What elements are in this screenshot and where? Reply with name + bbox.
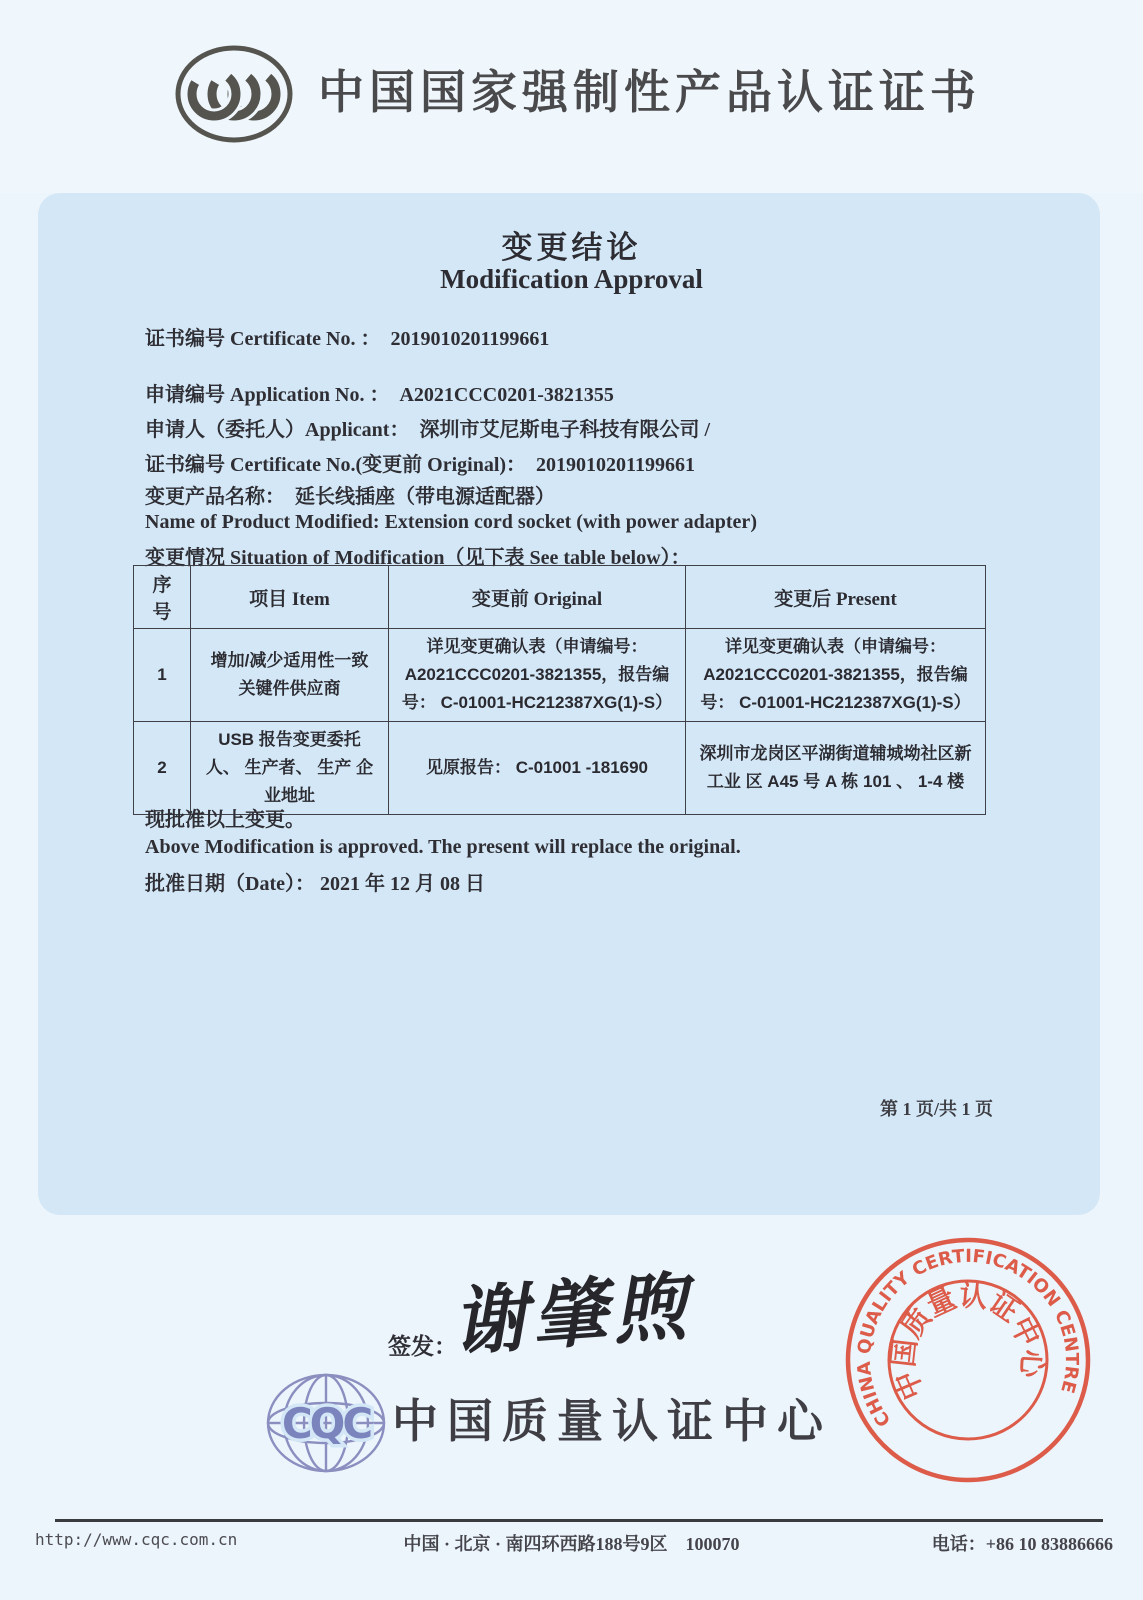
doc-title-zh: 变更结论: [501, 230, 642, 265]
footer-phone: 电话：+86 10 83886666: [931, 1534, 1113, 1554]
approval-statement-en: Above Modification is approved. The present will replace the original.: [145, 836, 741, 858]
application-no-label: 申请编号 Application No. ：: [145, 384, 390, 406]
footer-url[interactable]: http://www.cqc.com.cn: [35, 1530, 238, 1549]
original-certificate-line: [145, 448, 695, 477]
row2-original: 见原报告： C-01001 -181690: [389, 722, 686, 815]
original-certificate-value: 2019010201199661: [536, 454, 695, 476]
applicant-line: [145, 413, 710, 442]
issued-by-label: 签发：: [388, 1334, 457, 1359]
certificate-no-line: [145, 322, 549, 351]
row1-present: 详见变更确认表（申请编号： A2021CCC0201-3821355，报告编号： C-01001-HC212387XG(1)-S）: [686, 629, 986, 722]
application-no-value: A2021CCC0201-3821355: [399, 384, 614, 406]
stamp-outer-text: CHINA QUALITY CERTIFICATION CENTRE: [853, 1245, 1083, 1431]
issuer-signature: 谢肇煦: [449, 1263, 696, 1367]
situation-line: 变更情况 Situation of Modification（见下表 See table below）：: [145, 547, 691, 569]
row2-item: USB 报告变更委托 人、 生产者、 生产 企业地址: [191, 722, 389, 815]
table-header-no: 序号: [134, 566, 191, 629]
product-name-value: 延长线插座（带电源适配器）: [295, 486, 555, 508]
page-title: 中国国家强制性产品认证证书: [318, 65, 981, 119]
row1-no: 1: [134, 629, 191, 722]
footer-divider: [55, 1519, 1103, 1522]
approval-statement-zh: 现批准以上变更。: [145, 809, 305, 831]
applicant-label: 申请人（委托人）Applicant：: [145, 419, 410, 441]
applicant-value: 深圳市艾尼斯电子科技有限公司 /: [419, 419, 711, 441]
product-name-label: 变更产品名称：: [145, 486, 285, 508]
table-header-present: 变更后 Present: [686, 566, 986, 629]
stamp-inner-text: 中国质量认证中心: [886, 1279, 1049, 1405]
row1-item: 增加/减少适用性一致 关键件供应商: [191, 629, 389, 722]
ccc-logo-icon: [173, 42, 295, 147]
doc-title-en: Modification Approval: [440, 264, 703, 294]
table-header-item: 项目 Item: [191, 566, 389, 629]
cqc-stamp: [838, 1230, 1098, 1490]
cqc-logo-icon: [262, 1368, 390, 1478]
footer-address: 中国 · 北京 · 南四环西路188号9区 100070: [403, 1534, 740, 1554]
row2-no: 2: [134, 722, 191, 815]
original-certificate-label: 证书编号 Certificate No.(变更前 Original)：: [145, 454, 527, 476]
svg-text:CHINA QUALITY CERTIFICATION: [838, 1230, 1090, 1433]
table-header-original: 变更前 Original: [389, 566, 686, 629]
issuing-organization: 中国质量认证中心: [392, 1394, 832, 1448]
row2-present: 深圳市龙岗区平湖街道辅城坳社区新 工业 区 A45 号 A 栋 101 、 1-4 楼: [686, 722, 986, 815]
table-row: [134, 722, 986, 815]
approval-date-line: 批准日期（Date）： 2021 年 12 月 08 日: [145, 873, 485, 895]
modification-table: [133, 565, 986, 815]
product-name-en-line: Name of Product Modified: Extension cord socket (with power adapter): [145, 511, 757, 533]
certificate-no-label: 证书编号 Certificate No. ：: [145, 328, 381, 350]
row1-original: 详见变更确认表（申请编号： A2021CCC0201-3821355，报告编号： C-01001-HC212387XG(1)-S）: [389, 629, 686, 722]
certificate-no-value: 2019010201199661: [390, 328, 550, 350]
product-name-line: [145, 480, 555, 509]
page-indicator: 第 1 页/共 1 页: [880, 1099, 994, 1119]
cqc-logo-text: CQC: [281, 1399, 371, 1448]
table-header-row: [134, 566, 986, 629]
table-row: [134, 629, 986, 722]
application-no-line: [145, 378, 614, 407]
